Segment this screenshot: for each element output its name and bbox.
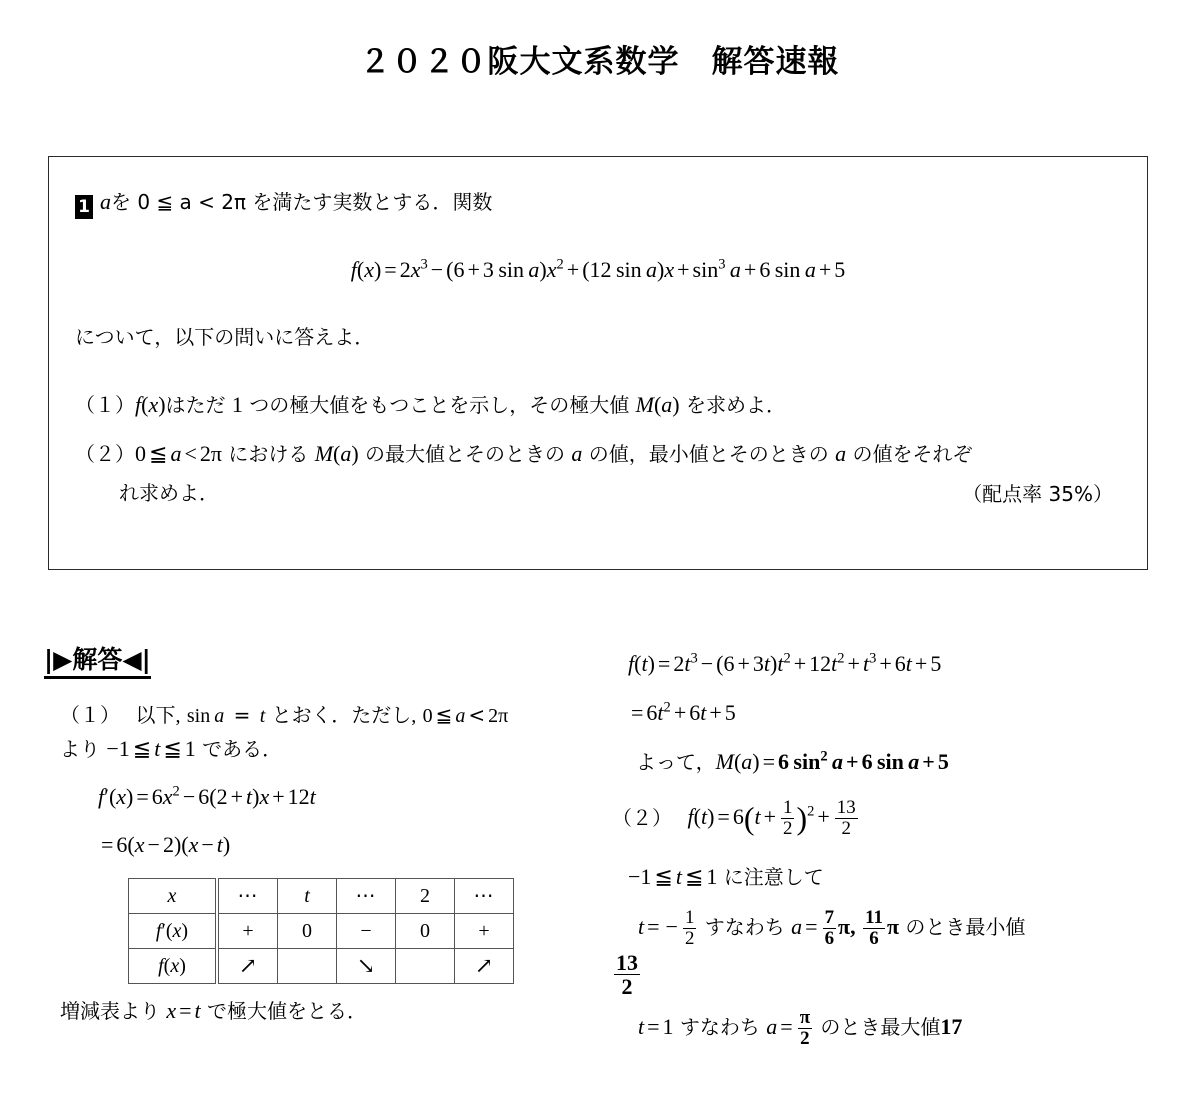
answer-derivative-line-1: $f'(x) = 6x^2 - 6(2 + t)x + 12t$ <box>98 783 316 810</box>
answer-table-note: 増減表より x = t で極大値をとる． <box>60 998 368 1024</box>
table-cell: ⋯ <box>337 879 396 914</box>
answer-range-note: −1 ≦ t ≦ 1 に注意して <box>628 863 824 889</box>
table-cell-f-header: f(x) <box>129 949 218 984</box>
table-row-fprime <box>129 914 514 949</box>
table-cell: + <box>217 914 278 949</box>
problem-number-badge: 1 <box>75 195 93 219</box>
answer-maximum-value: 17 <box>940 1013 963 1039</box>
table-row-f <box>129 949 514 984</box>
answer-ft-line-2: = $6t^2 + 6t + 5$ <box>631 699 736 726</box>
table-cell: + <box>455 914 514 949</box>
problem-intro-line <box>75 185 1121 219</box>
answer-q1-range-line: より −1 ≦ t ≦ 1 である． <box>60 736 283 762</box>
problem-intro-text: を 0 ≦ a < 2π を満たす実数とする．関数 <box>111 190 493 214</box>
page-title: ２０２０阪大文系数学 解答速報 <box>359 44 840 80</box>
problem-intro-variable: a <box>100 189 111 214</box>
answer-maximum-line: t = 1 すなわち a = $\frac{\pi}{2}$ のとき最大値17 <box>638 1006 963 1049</box>
table-cell: t <box>278 879 337 914</box>
table-cell: ↗ <box>455 949 514 984</box>
problem-question-2-cont <box>75 476 1121 509</box>
answer-minimum-line: t = − $\frac{1}{2}$ すなわち a = $\frac{7}{6}$ π, $\frac{11}{6}$ π のとき最小値 <box>638 906 1026 949</box>
score-weight-note: （配点率 35%） <box>962 482 1113 506</box>
table-cell: 0 <box>278 914 337 949</box>
answer-Ma-result-line: よって，M(a) = 6 $\sin^2 a + 6$ sin a + 5 <box>636 749 949 775</box>
sign-variation-table <box>128 878 514 984</box>
question-2-text-line2: れ求めよ． <box>119 481 219 505</box>
answer-q1-line1 <box>60 698 600 732</box>
table-cell: − <box>337 914 396 949</box>
problem-equation: $f(x) = 2x^3 - (6 + 3$ $\sin a)x^2 + (12$ $\sin a)x + \sin^3 a + 6$ sin a + 5 <box>350 256 846 282</box>
question-2-label: （２） <box>75 442 135 466</box>
table-cell: ⋯ <box>217 879 278 914</box>
table-cell-fprime-header: f′(x) <box>129 914 218 949</box>
problem-question-1: （１）f(x)はただ 1 つの極大値をもつことを示し，その極大値 M(a) を求めよ． <box>75 392 786 417</box>
table-cell: ⋯ <box>455 879 514 914</box>
problem-question-2: （２）0 ≦ a < 2π における M(a) の最大値とそのときの a の値，最小値とそのときの a の値をそれぞ <box>75 441 973 466</box>
question-1-label: （１） <box>75 393 135 417</box>
answer-left-column <box>60 698 600 1029</box>
problem-statement-box <box>48 156 1148 570</box>
answer-section-heading: |▶解答◀| <box>44 646 151 679</box>
answer-q1-label: （１） <box>60 703 120 727</box>
answer-q2-vertex-line: （２） f(t) = 6(t + $\frac{1}{2}$ )$^2$ + $\frac{13}{2}$ <box>612 797 856 840</box>
answer-minimum-value: $\frac{13}{2}$ <box>616 949 638 999</box>
table-cell <box>396 949 455 984</box>
answer-ft-line-1: $f(t) = 2t^3 - (6 + 3t)t^2 + 12t^2 + t^3 + 6t + 5$ <box>628 650 942 676</box>
table-cell: 2 <box>396 879 455 914</box>
answer-q2-label: （２） <box>612 805 672 830</box>
table-cell: ↘ <box>337 949 396 984</box>
table-cell-x-header: x <box>129 879 218 914</box>
answer-yotte-label: よって， <box>636 750 716 775</box>
answer-q1-substitution: 以下, sin a = t とおく．ただし, 0 ≦ a < 2π <box>135 703 509 727</box>
answer-derivative-line-2: = 6(x − 2)(x − t) <box>101 832 231 858</box>
table-cell <box>278 949 337 984</box>
table-cell: 0 <box>396 914 455 949</box>
table-row-header <box>129 879 514 914</box>
problem-about-line: について，以下の問いに答えよ． <box>75 325 375 349</box>
table-cell: ↗ <box>217 949 278 984</box>
answer-right-column <box>612 646 1182 1048</box>
